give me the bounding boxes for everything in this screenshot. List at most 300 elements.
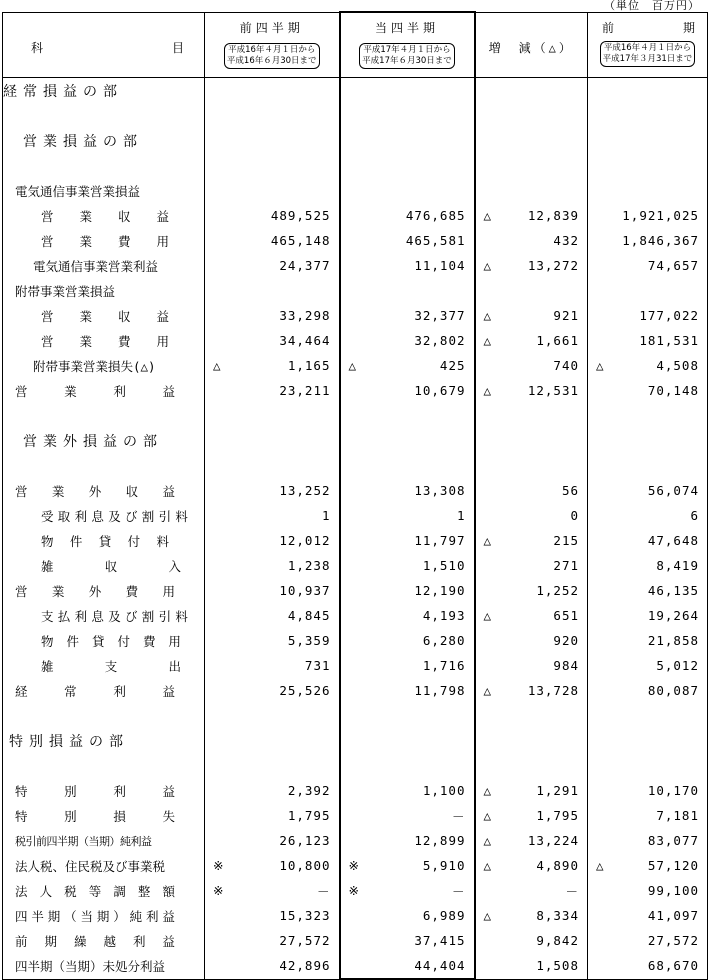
- item-cell: [3, 328, 205, 353]
- amount-value: 984: [553, 658, 579, 673]
- prior-quarter-value: [205, 928, 339, 953]
- change-cell: [475, 628, 588, 653]
- item-label-text: 附帯事業営業損益: [15, 283, 116, 299]
- amount-value: 15,323: [279, 908, 331, 923]
- prior-year-cell: [588, 528, 708, 553]
- current-quarter-cell: [340, 278, 475, 303]
- prior-year-value: [588, 803, 707, 828]
- current-quarter-value: [341, 303, 474, 328]
- amount-value: 12,899: [414, 833, 466, 848]
- change-value: [476, 103, 588, 128]
- current-quarter-value: [341, 603, 474, 628]
- amount-value: 32,377: [414, 308, 466, 323]
- change-cell: [475, 128, 588, 153]
- item-cell: [3, 428, 205, 453]
- item-label: [3, 378, 204, 403]
- amount-value: 2,392: [287, 783, 331, 798]
- amount-value: 21,858: [647, 633, 699, 648]
- prior-year-cell: [588, 278, 708, 303]
- table-row: [3, 353, 708, 378]
- change-cell: [475, 578, 588, 603]
- current-quarter-cell: [340, 178, 475, 203]
- change-value: [476, 153, 588, 178]
- prior-year-cell: [588, 303, 708, 328]
- prior-year-value: [588, 353, 707, 378]
- item-label: [3, 203, 204, 228]
- current-quarter-cell: [340, 628, 475, 653]
- prior-year-cell: [588, 428, 708, 453]
- item-cell: [3, 78, 205, 104]
- change-value: [476, 953, 588, 979]
- header-row: [3, 12, 708, 78]
- prior-quarter-value: [205, 303, 339, 328]
- item-label-text: 特 別 損 失: [15, 808, 175, 824]
- prior-quarter-cell: [205, 778, 340, 803]
- current-quarter-cell: [340, 828, 475, 853]
- current-quarter-value: [341, 278, 474, 303]
- prior-year-value: [588, 203, 707, 228]
- current-quarter-value: [341, 753, 474, 778]
- amount-value: －: [451, 808, 466, 824]
- amount-value: 24,377: [279, 258, 331, 273]
- amount-value: 27,572: [279, 933, 331, 948]
- prior-quarter-value: [205, 378, 339, 403]
- prior-year-cell: [588, 403, 708, 428]
- table-row: [3, 428, 708, 453]
- prior-year-value: [588, 378, 707, 403]
- amount-value: 68,670: [647, 958, 699, 974]
- header-prior-year-right: 期: [682, 20, 695, 35]
- prior-year-value: [588, 403, 707, 428]
- table-row: [3, 278, 708, 303]
- change-cell: [475, 728, 588, 753]
- current-quarter-cell: [340, 778, 475, 803]
- sign-marker: △: [483, 833, 493, 848]
- item-label: [3, 78, 204, 103]
- item-cell: [3, 203, 205, 228]
- header-prior-year-period: [600, 41, 696, 67]
- amount-value: 56,074: [647, 483, 699, 498]
- amount-value: 13,252: [279, 483, 331, 498]
- change-value: [476, 353, 588, 378]
- item-label-text: 物 件 貸 付 料: [41, 533, 169, 549]
- prior-quarter-cell: [205, 528, 340, 553]
- prior-quarter-cell: [205, 328, 340, 353]
- sign-marker: △: [483, 208, 493, 223]
- change-cell: [475, 428, 588, 453]
- change-value: [476, 653, 588, 678]
- sign-marker: △: [483, 383, 493, 398]
- amount-value: 4,845: [287, 608, 331, 623]
- prior-quarter-value: [205, 453, 339, 478]
- prior-year-value: [588, 178, 707, 203]
- current-quarter-value: [341, 353, 474, 378]
- current-quarter-cell: [340, 928, 475, 953]
- amount-value: 27,572: [647, 933, 699, 948]
- item-cell: [3, 653, 205, 678]
- prior-year-value: [588, 528, 707, 553]
- prior-quarter-value: [205, 553, 339, 578]
- amount-value: 47,648: [647, 533, 699, 548]
- item-label: [3, 403, 204, 428]
- change-cell: [475, 703, 588, 728]
- period-start: 平成17年４月１日から: [363, 45, 451, 55]
- amount-value: 37,415: [414, 933, 466, 948]
- item-label: [3, 878, 204, 903]
- amount-value: －: [565, 883, 579, 899]
- prior-quarter-cell: [205, 178, 340, 203]
- change-value: [476, 803, 588, 828]
- amount-value: 181,531: [639, 333, 699, 348]
- prior-year-cell: [588, 928, 708, 953]
- amount-value: 465,148: [270, 233, 331, 248]
- prior-year-value: [588, 853, 707, 878]
- change-value: [476, 378, 588, 403]
- change-value: [476, 403, 588, 428]
- prior-year-value: [588, 703, 707, 728]
- prior-year-value: [588, 603, 707, 628]
- prior-year-value: [588, 828, 707, 853]
- item-cell: [3, 678, 205, 703]
- item-label-text: 営 業 費 用: [41, 233, 169, 249]
- current-quarter-cell: [340, 428, 475, 453]
- item-cell: [3, 628, 205, 653]
- table-row: [3, 653, 708, 678]
- item-cell: [3, 603, 205, 628]
- header-item-right: 目: [171, 40, 184, 55]
- prior-year-cell: [588, 828, 708, 853]
- change-cell: [475, 353, 588, 378]
- amount-value: 215: [553, 533, 579, 548]
- prior-quarter-value: [205, 278, 339, 303]
- sign-marker: △: [596, 358, 605, 373]
- amount-value: 7,181: [656, 808, 699, 823]
- item-label-text: 四半期（当期）未処分利益: [15, 958, 166, 974]
- prior-year-cell: [588, 103, 708, 128]
- change-cell: [475, 178, 588, 203]
- prior-year-value: [588, 103, 707, 128]
- sign-marker: △: [483, 308, 493, 323]
- table-row: [3, 78, 708, 104]
- change-value: [476, 853, 588, 878]
- amount-value: 12,190: [414, 583, 466, 598]
- current-quarter-cell: [340, 303, 475, 328]
- current-quarter-value: [341, 528, 474, 553]
- current-quarter-value: [341, 378, 474, 403]
- item-label-text: 四 半 期 （ 当 期 ） 純 利 益: [15, 908, 175, 924]
- item-cell: [3, 303, 205, 328]
- header-prior-year: [588, 12, 708, 78]
- prior-quarter-value: [205, 828, 339, 853]
- change-value: [476, 703, 588, 728]
- amount-value: 80,087: [647, 683, 699, 698]
- item-cell: [3, 228, 205, 253]
- prior-quarter-cell: [205, 503, 340, 528]
- item-cell: [3, 878, 205, 903]
- prior-quarter-value: [205, 778, 339, 803]
- prior-quarter-cell: [205, 803, 340, 828]
- current-quarter-value: [341, 803, 474, 828]
- change-value: [476, 828, 588, 853]
- change-cell: [475, 103, 588, 128]
- prior-quarter-cell: [205, 703, 340, 728]
- change-cell: [475, 378, 588, 403]
- amount-value: 11,104: [414, 258, 466, 273]
- amount-value: 57,120: [647, 858, 699, 873]
- prior-quarter-cell: [205, 678, 340, 703]
- amount-value: 651: [553, 608, 579, 623]
- amount-value: 46,135: [647, 583, 699, 598]
- prior-quarter-cell: [205, 303, 340, 328]
- prior-quarter-value: [205, 103, 339, 128]
- change-cell: [475, 478, 588, 503]
- change-cell: [475, 528, 588, 553]
- table-row: [3, 628, 708, 653]
- sign-marker: △: [483, 608, 493, 623]
- current-quarter-value: [341, 78, 474, 103]
- table-row: [3, 578, 708, 603]
- item-label: [3, 653, 204, 678]
- prior-year-cell: [588, 553, 708, 578]
- current-quarter-cell: [340, 653, 475, 678]
- sign-marker: △: [483, 683, 493, 698]
- amount-value: 83,077: [647, 833, 699, 848]
- prior-year-value: [588, 878, 707, 903]
- item-label: [3, 753, 204, 778]
- prior-year-cell: [588, 628, 708, 653]
- current-quarter-value: [341, 128, 474, 153]
- change-value: [476, 628, 588, 653]
- prior-year-cell: [588, 503, 708, 528]
- item-cell: [3, 178, 205, 203]
- prior-quarter-cell: [205, 128, 340, 153]
- prior-year-value: [588, 303, 707, 328]
- blank-row: [3, 703, 708, 728]
- prior-quarter-value: [205, 203, 339, 228]
- prior-quarter-value: [205, 603, 339, 628]
- table-row: [3, 828, 708, 853]
- amount-value: 6,280: [422, 633, 466, 648]
- item-label: [3, 578, 204, 603]
- sign-marker: △: [483, 908, 493, 923]
- prior-quarter-value: [205, 703, 339, 728]
- change-value: [476, 928, 588, 953]
- prior-quarter-cell: [205, 578, 340, 603]
- item-label-text: 経常損益の部: [3, 83, 123, 100]
- blank-row: [3, 403, 708, 428]
- current-quarter-cell: [340, 903, 475, 928]
- header-item: [3, 12, 205, 78]
- change-cell: [475, 278, 588, 303]
- current-quarter-cell: [340, 678, 475, 703]
- current-quarter-value: [341, 503, 474, 528]
- current-quarter-cell: [340, 78, 475, 104]
- item-label-text: 受 取 利 息 及 び 割 引 料: [41, 508, 188, 524]
- amount-value: 99,100: [647, 883, 699, 898]
- item-label-text: 法人税、住民税及び事業税: [15, 858, 166, 874]
- blank-row: [3, 153, 708, 178]
- table-row: [3, 953, 708, 979]
- amount-value: 6,989: [422, 908, 466, 923]
- item-label-text: 電気通信事業営業損益: [15, 183, 141, 199]
- amount-value: 740: [553, 358, 579, 373]
- amount-value: 432: [553, 233, 579, 248]
- prior-quarter-value: [205, 678, 339, 703]
- item-label-text: 特別損益の部: [9, 733, 129, 750]
- table-row: [3, 503, 708, 528]
- item-label: [3, 278, 204, 303]
- prior-year-cell: [588, 778, 708, 803]
- amount-value: 13,224: [527, 833, 579, 848]
- amount-value: 10,937: [279, 583, 331, 598]
- current-quarter-cell: [340, 353, 475, 378]
- change-cell: [475, 753, 588, 778]
- prior-quarter-value: [205, 78, 339, 103]
- item-label: [3, 703, 204, 728]
- item-label: [3, 478, 204, 503]
- prior-quarter-value: [205, 753, 339, 778]
- amount-value: 1,100: [422, 783, 466, 798]
- current-quarter-cell: [340, 103, 475, 128]
- amount-value: 1,510: [422, 558, 466, 573]
- change-value: [476, 178, 588, 203]
- amount-value: 1,795: [536, 808, 579, 823]
- amount-value: 0: [570, 508, 579, 523]
- prior-quarter-cell: [205, 378, 340, 403]
- amount-value: 70,148: [647, 383, 699, 398]
- item-label: [3, 503, 204, 528]
- amount-value: 13,728: [527, 683, 579, 698]
- amount-value: 1,291: [536, 783, 579, 798]
- prior-quarter-cell: [205, 278, 340, 303]
- current-quarter-cell: [340, 503, 475, 528]
- item-cell: [3, 528, 205, 553]
- prior-year-cell: [588, 228, 708, 253]
- item-cell: [3, 853, 205, 878]
- amount-value: 34,464: [279, 333, 331, 348]
- item-cell: [3, 478, 205, 503]
- item-label: [3, 178, 204, 203]
- table-row: [3, 728, 708, 753]
- prior-year-cell: [588, 678, 708, 703]
- amount-value: 1,165: [287, 358, 331, 373]
- prior-year-cell: [588, 153, 708, 178]
- item-cell: [3, 828, 205, 853]
- header-current-quarter-period: [359, 43, 455, 69]
- current-quarter-cell: [340, 853, 475, 878]
- prior-year-value: [588, 653, 707, 678]
- amount-value: 9,842: [536, 933, 579, 948]
- change-value: [476, 278, 588, 303]
- sign-marker: △: [483, 858, 493, 873]
- amount-value: 177,022: [639, 308, 699, 323]
- change-value: [476, 878, 588, 903]
- prior-year-cell: [588, 578, 708, 603]
- prior-quarter-value: [205, 128, 339, 153]
- prior-year-value: [588, 628, 707, 653]
- current-quarter-value: [341, 853, 474, 878]
- prior-year-value: [588, 503, 707, 528]
- current-quarter-cell: [340, 328, 475, 353]
- change-value: [476, 528, 588, 553]
- period-start: 平成16年４月１日から: [228, 44, 316, 55]
- table-row: [3, 603, 708, 628]
- header-item-left: 科: [31, 40, 44, 55]
- current-quarter-value: [341, 903, 474, 928]
- prior-year-cell: [588, 753, 708, 778]
- prior-quarter-value: [205, 578, 339, 603]
- amount-value: 13,272: [527, 258, 579, 273]
- change-cell: [475, 153, 588, 178]
- prior-year-cell: [588, 853, 708, 878]
- current-quarter-value: [341, 703, 474, 728]
- change-value: [476, 428, 588, 453]
- sign-marker: △: [483, 333, 493, 348]
- amount-value: 921: [553, 308, 579, 323]
- current-quarter-cell: [340, 153, 475, 178]
- current-quarter-value: [341, 628, 474, 653]
- current-quarter-value: [341, 178, 474, 203]
- current-quarter-value: [341, 453, 474, 478]
- blank-row: [3, 453, 708, 478]
- item-label: [3, 603, 204, 628]
- amount-value: 74,657: [647, 258, 699, 273]
- prior-quarter-cell: [205, 828, 340, 853]
- item-label: [3, 128, 204, 153]
- item-label-text: 営 業 収 益: [41, 208, 169, 224]
- current-quarter-cell: [340, 753, 475, 778]
- amount-value: 56: [561, 483, 579, 498]
- prior-year-cell: [588, 728, 708, 753]
- change-cell: [475, 228, 588, 253]
- amount-value: 5,012: [656, 658, 699, 673]
- prior-quarter-value: [205, 153, 339, 178]
- current-quarter-value: [341, 153, 474, 178]
- change-value: [476, 728, 588, 753]
- prior-quarter-value: [205, 953, 339, 979]
- table-row: [3, 203, 708, 228]
- item-label-text: 附帯事業営業損失(△): [33, 358, 156, 374]
- change-cell: [475, 503, 588, 528]
- prior-year-cell: [588, 453, 708, 478]
- prior-year-value: [588, 278, 707, 303]
- amount-value: 1,846,367: [622, 233, 699, 248]
- item-label: [3, 228, 204, 253]
- change-cell: [475, 453, 588, 478]
- current-quarter-value: [341, 678, 474, 703]
- item-label: [3, 153, 204, 178]
- table-row: [3, 328, 708, 353]
- change-cell: [475, 678, 588, 703]
- prior-year-cell: [588, 178, 708, 203]
- prior-year-value: [588, 753, 707, 778]
- change-value: [476, 328, 588, 353]
- item-label-text: 法 人 税 等 調 整 額: [15, 883, 175, 899]
- prior-quarter-value: [205, 728, 339, 753]
- change-value: [476, 603, 588, 628]
- header-prior-quarter-period: [224, 43, 320, 69]
- current-quarter-cell: [340, 453, 475, 478]
- prior-quarter-cell: [205, 428, 340, 453]
- current-quarter-value: [341, 228, 474, 253]
- amount-value: 5,359: [287, 633, 331, 648]
- current-quarter-cell: [340, 803, 475, 828]
- prior-quarter-cell: [205, 903, 340, 928]
- item-label-text: 税引前四半期（当期）純利益: [15, 834, 152, 848]
- change-value: [476, 453, 588, 478]
- current-quarter-value: [341, 553, 474, 578]
- item-label: [3, 803, 204, 828]
